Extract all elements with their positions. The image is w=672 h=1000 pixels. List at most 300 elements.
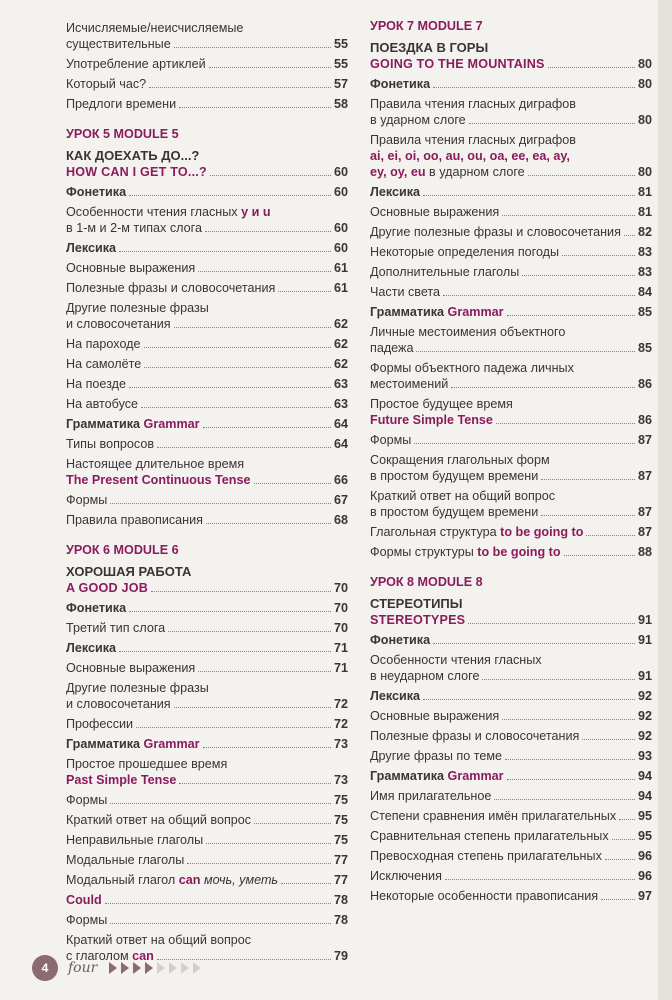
toc-entry[interactable] [66,734,348,754]
toc-entry-highlight: Past Simple Tense [66,773,177,787]
toc-entry-line [370,324,652,340]
toc-entry-label: Личные местоимения объектного [370,325,566,339]
toc-entry-label: в неударном слоге [370,669,480,683]
leader-dots [507,779,635,780]
toc-entry[interactable] [66,298,348,334]
toc-entry-label: Дополнительные глаголы [370,265,520,279]
leader-dots [129,195,331,196]
leader-dots [254,483,331,484]
lesson-label: УРОК 7 MODULE 7 [370,19,483,33]
leader-dots [443,295,635,296]
toc-entry-text [370,728,579,744]
toc-entry-line [66,716,348,732]
toc-entry[interactable] [370,826,652,846]
toc-entry-line [66,336,348,352]
toc-entry[interactable] [370,522,652,542]
leader-dots [149,87,331,88]
toc-entry[interactable] [370,74,652,94]
page-number-badge: 4 [32,955,58,981]
toc-page-number: 82 [637,225,652,239]
toc-entry[interactable] [66,810,348,830]
toc-entry-label: Который час? [66,77,147,91]
toc-entry[interactable] [370,746,652,766]
toc-entry-text [66,640,116,656]
toc-entry[interactable] [66,754,348,790]
toc-page-number: 83 [637,245,652,259]
toc-entry[interactable] [66,598,348,618]
toc-entry-text [370,396,513,412]
toc-entry[interactable] [370,302,652,322]
toc-entry[interactable] [66,394,348,414]
toc-entry-text [370,828,609,844]
toc-entry[interactable] [370,282,652,302]
toc-entry-text [370,112,466,128]
leader-dots [502,215,635,216]
leader-dots [210,175,331,176]
toc-entry[interactable] [66,454,348,490]
toc-entry[interactable] [370,866,652,886]
toc-entry[interactable] [370,222,652,242]
leader-dots [548,67,635,68]
lesson-title-english: HOW CAN I GET TO...? [66,165,207,179]
toc-entry-text [370,708,499,724]
toc-entry-text [370,808,616,824]
lesson-title-en[interactable] [370,56,652,74]
toc-entry-text [370,264,519,280]
toc-entry[interactable] [66,638,348,658]
toc-page-number: 87 [637,525,652,539]
lesson-title-en[interactable] [66,164,348,182]
toc-entry-line [66,456,348,472]
toc-entry-label: Настоящее длительное время [66,457,245,471]
toc-entry-label: в простом будущем времени [370,505,539,519]
toc-entry-line [66,756,348,772]
toc-entry-label: На автобусе [66,397,139,411]
toc-entry[interactable] [66,182,348,202]
toc-entry[interactable] [66,414,348,434]
toc-entry-label: Особенности чтения гласных [66,205,238,219]
arrow-icon [133,962,141,974]
toc-entry-text [370,524,583,540]
leader-dots [502,719,635,720]
toc-entry-text [66,280,275,296]
toc-entry-label: с глаголом [66,949,129,963]
toc-entry-label: Модальные глаголы [66,853,185,867]
toc-entry[interactable] [370,846,652,866]
toc-entry-label: Простое прошедшее время [66,757,228,771]
toc-entry[interactable] [66,714,348,734]
toc-page-number: 62 [333,317,348,331]
toc-entry-line [66,812,348,828]
toc-entry-line [370,652,652,668]
toc-entry[interactable] [66,658,348,678]
toc-page-number: 68 [333,513,348,527]
toc-entry-text [370,204,499,220]
toc-entry-line [66,580,348,596]
toc-entry-line [370,132,652,148]
toc-entry[interactable] [66,618,348,638]
lesson-title-ru [66,562,348,580]
toc-entry-text [370,132,576,148]
toc-entry-line [66,76,348,92]
leader-dots [278,291,331,292]
toc-entry[interactable] [370,430,652,450]
toc-entry-line [66,240,348,256]
leader-dots [129,387,331,388]
toc-column-right [370,18,652,906]
toc-entry-text [66,240,116,256]
toc-entry[interactable] [66,830,348,850]
toc-entry-text [66,416,200,432]
leader-dots [601,899,635,900]
toc-entry-text [370,652,542,668]
leader-dots [119,251,331,252]
lesson-title-text: ХОРОШАЯ РАБОТА [66,564,192,579]
lesson-title-text: СТЕРЕОТИПЫ [370,596,463,611]
toc-entry-line [370,112,652,128]
toc-page-number: 85 [637,341,652,355]
toc-entry[interactable] [370,322,652,358]
toc-entry[interactable] [370,686,652,706]
toc-entry-highlight: Grammar [447,769,504,783]
toc-entry[interactable] [370,542,652,562]
toc-entry-line [66,220,348,236]
toc-entry-line [66,56,348,72]
toc-entry-label: Краткий ответ на общий вопрос [66,813,252,827]
toc-entry-line [66,832,348,848]
toc-page-number: 78 [333,913,348,927]
toc-entry-label: Лексика [370,689,421,703]
arrow-icon [109,962,117,974]
toc-page-number: 62 [333,357,348,371]
toc-entry-line [66,660,348,676]
toc-entry[interactable] [66,54,348,74]
toc-page-number: 91 [637,669,652,683]
toc-entry-text [370,184,420,200]
leader-dots [612,839,635,840]
toc-entry[interactable] [66,238,348,258]
toc-entry-text [370,768,504,784]
toc-entry-line [370,340,652,356]
toc-page-number: 94 [637,789,652,803]
toc-entry-text [370,304,504,320]
leader-dots [141,407,331,408]
toc-entry-text [370,432,411,448]
toc-entry-text [66,316,171,332]
toc-page-number: 73 [333,773,348,787]
toc-page-number: 87 [637,433,652,447]
toc-entry-line [66,396,348,412]
toc-entry-line [66,164,348,180]
toc-entry-label: в ударном слоге [370,113,466,127]
toc-entry[interactable] [66,258,348,278]
toc-page-number: 60 [333,165,348,179]
leader-dots [203,747,331,748]
toc-entry-text [66,356,141,372]
toc-entry-line [66,20,348,36]
toc-entry-line [66,280,348,296]
toc-entry-text [370,324,565,340]
toc-entry-text [66,184,126,200]
toc-entry-line [66,96,348,112]
toc-entry-text [66,20,243,36]
toc-entry-text [66,336,141,352]
toc-page-number: 67 [333,493,348,507]
toc-entry-text [370,788,491,804]
toc-entry[interactable] [66,374,348,394]
toc-entry[interactable] [66,910,348,930]
toc-entry-label: Исчисляемые/неисчисляемые [66,21,244,35]
toc-page-number: 72 [333,717,348,731]
toc-entry-text [370,632,430,648]
toc-entry-label: Формы [66,493,108,507]
toc-entry-text [370,164,525,180]
toc-entry-line [370,204,652,220]
toc-entry-text [66,436,154,452]
toc-entry-label: Правила правописания [66,513,203,527]
lesson-title-en[interactable] [370,612,652,630]
toc-entry[interactable] [370,202,652,222]
lesson-title-ru [370,594,652,612]
toc-page-number: 64 [333,437,348,451]
leader-dots [174,327,331,328]
toc-entry[interactable] [66,18,348,54]
toc-entry[interactable] [66,74,348,94]
toc-entry-highlight: can [178,873,201,887]
toc-page-number: 63 [333,397,348,411]
toc-entry-text [370,848,602,864]
toc-entry-line [66,932,348,948]
toc-entry-label: Правила чтения гласных диграфов [370,97,576,111]
toc-entry-label: Полезные фразы и словосочетания [66,281,276,295]
lesson-title-english: GOING TO THE MOUNTAINS [370,57,545,71]
toc-entry-text [370,748,502,764]
toc-entry-line [66,300,348,316]
toc-entry-text [66,912,107,928]
leader-dots [582,739,635,740]
toc-entry-text [370,96,576,112]
toc-page-number: 97 [637,889,652,903]
lesson-title-english: A GOOD JOB [66,581,149,595]
page-number-word: four [68,960,98,976]
toc-entry[interactable] [66,354,348,374]
leader-dots [110,503,331,504]
toc-entry[interactable] [66,202,348,238]
toc-entry-highlight: to be going to [500,525,584,539]
lesson-title-en[interactable] [66,580,348,598]
toc-entry[interactable] [370,630,652,650]
toc-entry-line [370,524,652,540]
toc-page-number: 55 [333,57,348,71]
toc-page-number: 63 [333,377,348,391]
toc-entry-line [370,184,652,200]
toc-page-number: 81 [637,185,652,199]
toc-page-number: 61 [333,261,348,275]
toc-entry-label: Грамматика [66,737,141,751]
toc-entry-label: Фонетика [66,185,127,199]
toc-entry[interactable] [370,182,652,202]
toc-entry[interactable] [370,130,652,182]
toc-entry[interactable] [370,394,652,430]
toc-entry[interactable] [370,262,652,282]
toc-entry-line [370,244,652,260]
toc-entry-line [370,284,652,300]
toc-entry[interactable] [66,850,348,870]
leader-dots [144,347,331,348]
toc-entry-line [370,96,652,112]
toc-entry-label: На самолёте [66,357,142,371]
leader-dots [496,423,635,424]
toc-entry-label: Глагольная структура [370,525,497,539]
toc-entry-text [66,376,126,392]
toc-page-number: 80 [637,57,652,71]
toc-entry[interactable] [370,450,652,486]
toc-entry-label: Сравнительная степень прилагательных [370,829,609,843]
leader-dots [129,611,331,612]
leader-dots [198,671,331,672]
toc-entry-line [370,768,652,784]
toc-entry-text [370,244,559,260]
toc-entry[interactable] [370,706,652,726]
toc-page-number: 80 [637,165,652,179]
leader-dots [469,123,635,124]
page-footer [32,955,201,981]
toc-entry-label: Основные выражения [370,205,500,219]
toc-entry[interactable] [370,726,652,746]
toc-page-number: 55 [333,37,348,51]
toc-entry-text [66,76,146,92]
toc-entry[interactable] [370,650,652,686]
toc-entry-text [66,96,176,112]
toc-entry-text [370,340,413,356]
toc-entry-line [66,316,348,332]
toc-entry-line [370,304,652,320]
toc-entry-label: На пароходе [66,337,141,351]
toc-entry[interactable] [370,806,652,826]
leader-dots [605,859,635,860]
toc-entry[interactable] [66,510,348,530]
toc-entry-text [370,468,538,484]
toc-page-number: 92 [637,689,652,703]
toc-entry-label: Основные выражения [66,661,196,675]
toc-entry-text [370,376,448,392]
toc-entry-highlight: у и u [241,205,271,219]
toc-entry-text [66,872,278,888]
leader-dots [423,699,635,700]
toc-entry[interactable] [66,890,348,910]
toc-entry-text [66,756,227,772]
toc-page-number: 87 [637,505,652,519]
toc-page-number: 86 [637,413,652,427]
leader-dots [423,195,635,196]
toc-entry-line [370,828,652,844]
toc-entry[interactable] [370,486,652,522]
leader-dots [187,863,331,864]
lesson-title-text: ПОЕЗДКА В ГОРЫ [370,40,489,55]
toc-entry-label: и словосочетания [66,697,171,711]
toc-page-number: 92 [637,709,652,723]
toc-page-number: 60 [333,221,348,235]
toc-entry[interactable] [370,786,652,806]
toc-entry[interactable] [370,358,652,394]
toc-page-number: 75 [333,813,348,827]
toc-entry-text [370,544,561,560]
leader-dots [203,427,331,428]
toc-page-number: 61 [333,281,348,295]
toc-entry-highlight: Grammar [143,417,200,431]
toc-entry-line [370,360,652,376]
leader-dots [168,631,331,632]
toc-entry-label: Части света [370,285,441,299]
toc-entry-line [66,792,348,808]
lesson-label: УРОК 6 MODULE 6 [66,543,179,557]
toc-entry-label: Краткий ответ на общий вопрос [370,489,556,503]
toc-entry[interactable] [66,278,348,298]
toc-entry-line [66,436,348,452]
toc-entry-highlight: The Present Continuous Tense [66,473,251,487]
toc-entry-line [370,808,652,824]
toc-page-number: 66 [333,473,348,487]
toc-entry-highlight: Future Simple Tense [370,413,493,427]
toc-entry[interactable] [66,334,348,354]
toc-entry-line [370,452,652,468]
toc-entry-line [370,888,652,904]
arrow-icon [157,962,165,974]
toc-entry[interactable] [66,870,348,890]
arrow-icon [193,962,201,974]
toc-entry-text [370,76,430,92]
toc-entry-label: Основные выражения [66,261,196,275]
toc-entry[interactable] [66,434,348,454]
toc-entry-label: Краткий ответ на общий вопрос [66,933,252,947]
toc-entry-label: Формы структуры [370,545,474,559]
leader-dots [198,271,331,272]
toc-entry[interactable] [66,790,348,810]
leader-dots [541,479,635,480]
toc-entry-label: Формы [66,913,108,927]
toc-entry[interactable] [66,678,348,714]
toc-entry-label: в простом будущем времени [370,469,539,483]
toc-entry[interactable] [370,766,652,786]
toc-entry[interactable] [370,94,652,130]
leader-dots [151,591,331,592]
toc-entry-label: Употребление артиклей [66,57,206,71]
toc-entry-text [66,772,176,788]
toc-entry-text [66,220,202,236]
toc-entry[interactable] [370,886,652,906]
toc-entry[interactable] [66,94,348,114]
leader-dots [209,67,331,68]
toc-entry-label: Фонетика [370,77,431,91]
toc-entry[interactable] [370,242,652,262]
lesson-label: УРОК 5 MODULE 5 [66,127,179,141]
leader-dots [105,903,331,904]
leader-dots [136,727,331,728]
toc-entry-label: Формы [66,793,108,807]
leader-dots [433,87,635,88]
toc-entry-label: в 1-м и 2-м типах слога [66,221,202,235]
toc-page-number: 80 [637,77,652,91]
toc-entry[interactable] [66,490,348,510]
toc-entry-line [66,492,348,508]
toc-entry-label: Профессии [66,717,134,731]
leader-dots [468,623,635,624]
toc-page-number: 77 [333,873,348,887]
toc-page-number: 78 [333,893,348,907]
toc-entry-line [370,728,652,744]
leader-dots [414,443,635,444]
toc-entry-label: Правила чтения гласных диграфов [370,133,576,147]
